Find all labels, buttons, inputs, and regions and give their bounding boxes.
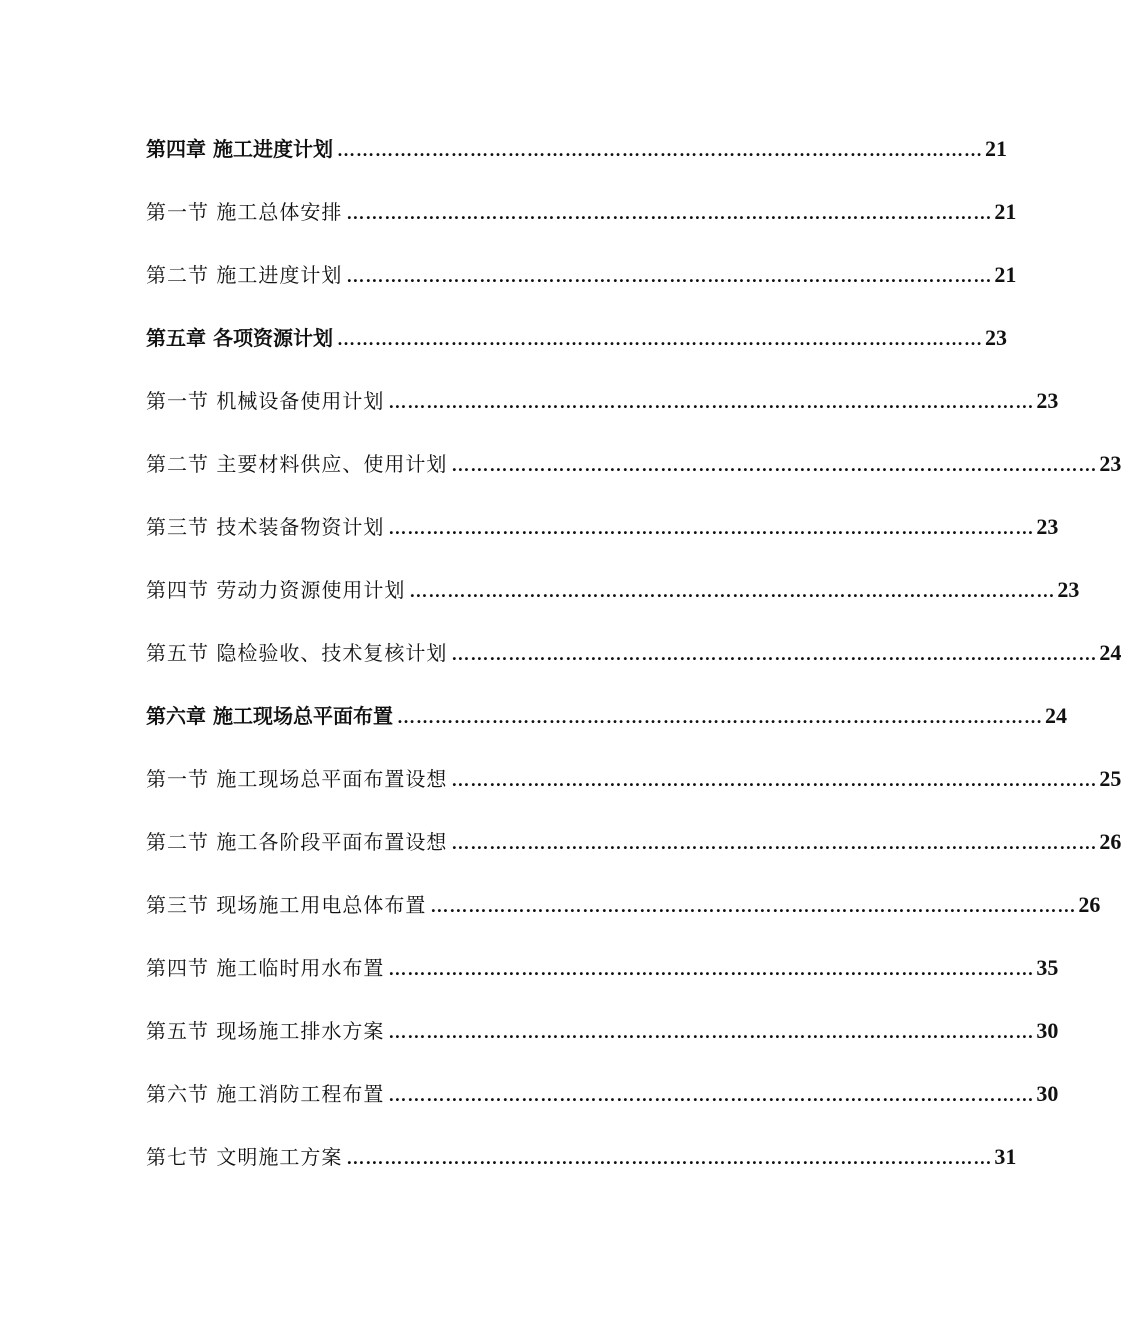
toc-entry-title: 第四章 施工进度计划: [146, 137, 333, 161]
toc-entry-title: 第二节 施工各阶段平面布置设想: [146, 830, 448, 854]
toc-entry-title: 第三节 现场施工用电总体布置: [146, 893, 427, 917]
toc-leader-dots: …………………………………………………………………………………………: [409, 581, 1056, 601]
toc-entry[interactable]: [146, 695, 1067, 758]
toc-page-number: 35: [1036, 955, 1059, 980]
toc-page-number: 31: [994, 1144, 1017, 1169]
toc-entry-title: 第一节 施工现场总平面布置设想: [146, 767, 448, 791]
toc-entry[interactable]: [146, 947, 1059, 1010]
toc-leader-dots: …………………………………………………………………………………………: [388, 1085, 1035, 1105]
toc-page-number: 26: [1099, 829, 1121, 854]
toc-entry[interactable]: [146, 1010, 1059, 1073]
toc-leader-dots: …………………………………………………………………………………………: [388, 959, 1035, 979]
toc-leader-dots: …………………………………………………………………………………………: [451, 644, 1098, 664]
toc-entry[interactable]: [146, 128, 1007, 191]
toc-page-number: 23: [1036, 388, 1059, 413]
toc-entry[interactable]: [146, 317, 1007, 380]
toc-entry[interactable]: [146, 632, 1121, 695]
toc-entry[interactable]: [146, 1073, 1059, 1136]
toc-leader-dots: …………………………………………………………………………………………: [346, 203, 993, 223]
toc-leader-dots: …………………………………………………………………………………………: [336, 329, 983, 349]
toc-page-number: 21: [994, 199, 1017, 224]
toc-page-number: 30: [1036, 1018, 1059, 1043]
table-of-contents: [146, 128, 1121, 1199]
toc-entry[interactable]: [146, 506, 1059, 569]
toc-entry-title: 第一节 施工总体安排: [146, 200, 343, 224]
toc-entry[interactable]: [146, 254, 1017, 317]
toc-entry[interactable]: [146, 380, 1059, 443]
toc-entry-title: 第一节 机械设备使用计划: [146, 389, 385, 413]
toc-entry-title: 第四节 劳动力资源使用计划: [146, 578, 406, 602]
toc-entry-title: 第六节 施工消防工程布置: [146, 1082, 385, 1106]
toc-page-number: 23: [984, 325, 1007, 350]
toc-leader-dots: …………………………………………………………………………………………: [346, 266, 993, 286]
toc-entry[interactable]: [146, 821, 1121, 884]
toc-entry-title: 第五节 隐检验收、技术复核计划: [146, 641, 448, 665]
toc-page-number: 23: [1057, 577, 1080, 602]
toc-entry-title: 第五节 现场施工排水方案: [146, 1019, 385, 1043]
toc-leader-dots: …………………………………………………………………………………………: [336, 140, 983, 160]
toc-page-number: 21: [984, 136, 1007, 161]
toc-page-number: 26: [1078, 892, 1101, 917]
toc-entry-title: 第二节 施工进度计划: [146, 263, 343, 287]
toc-entry-title: 第六章 施工现场总平面布置: [146, 704, 393, 728]
toc-page-number: 21: [994, 262, 1017, 287]
toc-entry[interactable]: [146, 569, 1080, 632]
toc-page-number: 23: [1036, 514, 1059, 539]
toc-page-number: 23: [1099, 451, 1121, 476]
toc-leader-dots: …………………………………………………………………………………………: [388, 1022, 1035, 1042]
toc-leader-dots: …………………………………………………………………………………………: [346, 1148, 993, 1168]
toc-entry[interactable]: [146, 758, 1121, 821]
toc-page-number: 24: [1044, 703, 1067, 728]
toc-leader-dots: …………………………………………………………………………………………: [451, 455, 1098, 475]
toc-entry[interactable]: [146, 191, 1017, 254]
toc-page-number: 25: [1099, 766, 1121, 791]
toc-leader-dots: …………………………………………………………………………………………: [451, 770, 1098, 790]
toc-leader-dots: …………………………………………………………………………………………: [430, 896, 1077, 916]
toc-entry[interactable]: [146, 1136, 1017, 1199]
toc-entry-title: 第二节 主要材料供应、使用计划: [146, 452, 448, 476]
toc-leader-dots: …………………………………………………………………………………………: [396, 707, 1043, 727]
toc-entry[interactable]: [146, 443, 1121, 506]
toc-entry-title: 第三节 技术装备物资计划: [146, 515, 385, 539]
toc-page-number: 30: [1036, 1081, 1059, 1106]
toc-leader-dots: …………………………………………………………………………………………: [451, 833, 1098, 853]
toc-entry-title: 第五章 各项资源计划: [146, 326, 333, 350]
toc-entry-title: 第七节 文明施工方案: [146, 1145, 343, 1169]
toc-leader-dots: …………………………………………………………………………………………: [388, 392, 1035, 412]
toc-entry-title: 第四节 施工临时用水布置: [146, 956, 385, 980]
toc-leader-dots: …………………………………………………………………………………………: [388, 518, 1035, 538]
toc-page-number: 24: [1099, 640, 1121, 665]
toc-entry[interactable]: [146, 884, 1101, 947]
